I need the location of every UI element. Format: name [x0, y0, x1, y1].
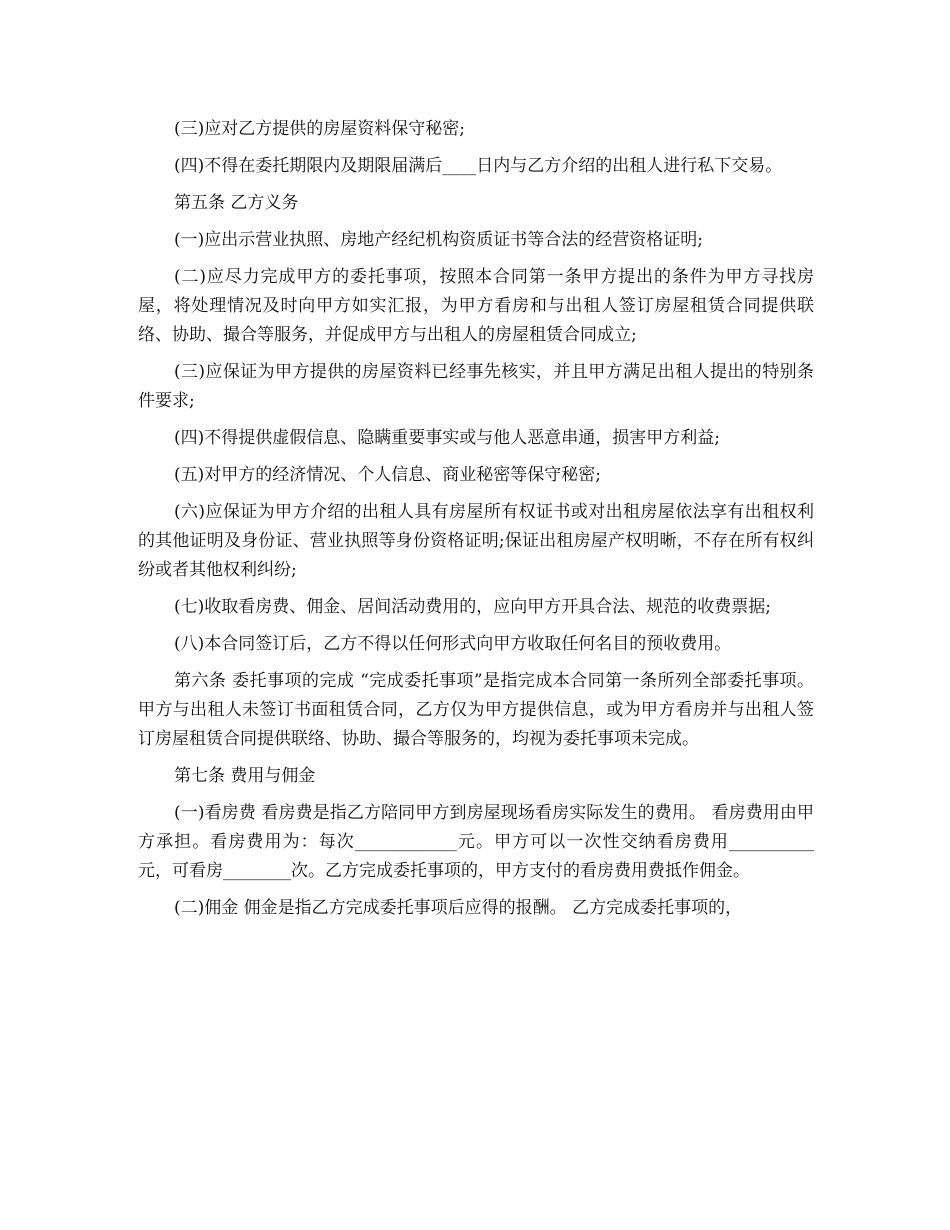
clause-5-item-4: (四)不得提供虚假信息、隐瞒重要事实或与他人恶意串通，损害甲方利益;: [174, 428, 720, 448]
clause-5-item-1: (一)应出示营业执照、房地产经纪机构资质证书等合法的经营资格证明;: [174, 230, 703, 250]
clause-4-item-3: (三)应对乙方提供的房屋资料保守秘密;: [174, 119, 465, 139]
document-page: [138, 115, 814, 923]
clause-5-item-6: (六)应保证为甲方介绍的出租人具有房屋所有权证书或对出租房屋依法享有出租权利的其他证明及身份证、营业执照等身份资格证明;保证出租房屋产权明晰，不存在所有权纠纷或者其他权利纠纷;: [138, 502, 814, 580]
article-5-heading: 第五条 乙方义务: [174, 193, 299, 213]
clause-7-item-2: (二)佣金 佣金是指乙方完成委托事项后应得的报酬。 乙方完成委托事项的，: [174, 898, 743, 918]
clause-5-item-2: (二)应尽力完成甲方的委托事项，按照本合同第一条甲方提出的条件为甲方寻找房屋，将处理情况及时向甲方如实汇报，为甲方看房和与出租人签订房屋租赁合同提供联络、协助、撮合等服务，并促成甲方与出租人的房屋租赁合同成立;: [138, 267, 814, 345]
clause-7-item-1: (一)看房费 看房费是指乙方陪同甲方到房屋现场看房实际发生的费用。 看房费用由甲方承担。看房费用为：每次____________元。甲方可以一次性交纳看房费用__________元，可看房________次。乙方完成委托事项的，甲方支付的看房费用费抵作佣金。: [138, 803, 814, 881]
clause-5-item-3: (三)应保证为甲方提供的房屋资料已经事先核实，并且甲方满足出租人提出的特别条件要求;: [138, 362, 814, 411]
clause-5-item-7: (七)收取看房费、佣金、居间活动费用的，应向甲方开具合法、规范的收费票据;: [174, 597, 771, 617]
article-6-paragraph: 第六条 委托事项的完成 “完成委托事项”是指完成本合同第一条所列全部委托事项。甲方与出租人未签订书面租赁合同，乙方仅为甲方提供信息，或为甲方看房并与出租人签订房屋租赁合同提供联络、协助、撮合等服务的，均视为委托事项未完成。: [138, 671, 814, 749]
clause-5-item-5: (五)对甲方的经济情况、个人信息、商业秘密等保守秘密;: [174, 465, 601, 485]
article-7-heading: 第七条 费用与佣金: [174, 766, 316, 786]
clause-4-item-4: (四)不得在委托期限内及期限届满后____日内与乙方介绍的出租人进行私下交易。: [174, 156, 783, 176]
clause-5-item-8: (八)本合同签订后，乙方不得以任何形式向甲方收取任何名目的预收费用。: [174, 634, 732, 654]
